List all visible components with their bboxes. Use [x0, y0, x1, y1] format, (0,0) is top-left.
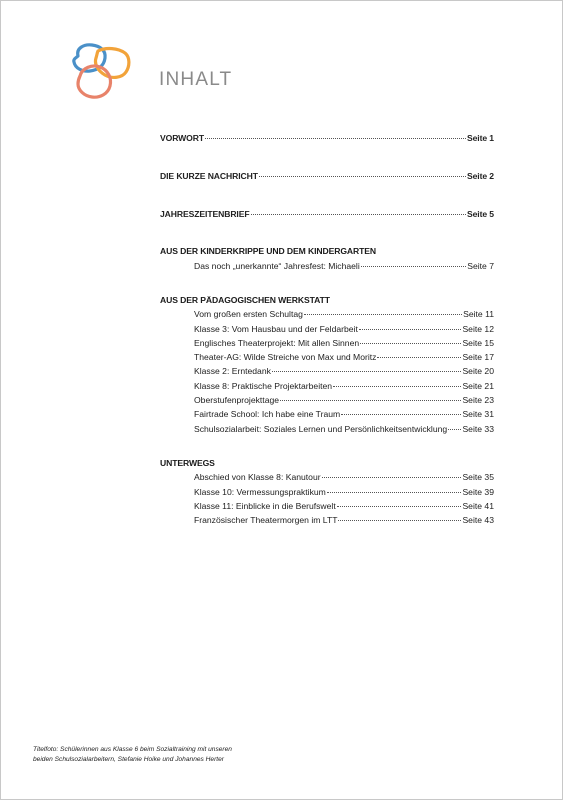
toc-entry-label: DIE KURZE NACHRICHT	[160, 170, 258, 181]
dot-leader	[205, 138, 466, 139]
toc-page-number: Seite 23	[462, 395, 494, 406]
toc-page-number: Seite 39	[462, 486, 494, 497]
toc-entry[interactable]	[194, 379, 494, 393]
caption-line: Titelfoto: Schülerinnen aus Klasse 6 beim Sozialtraining mit unseren	[33, 746, 232, 753]
toc-entry-label: Das noch „unerkannte“ Jahresfest: Michaeli	[194, 260, 360, 271]
toc-entry-label: Klasse 10: Vermessungspraktikum	[194, 486, 326, 497]
dot-leader	[272, 371, 462, 372]
toc-entry-label: Französischer Theatermorgen im LTT	[194, 515, 338, 526]
toc-entry-michaeli[interactable]	[194, 259, 494, 273]
toc-entry[interactable]	[194, 470, 494, 484]
toc-page-number: Seite 1	[466, 133, 494, 143]
toc-entry-label: Oberstufenprojekttage	[194, 395, 280, 406]
toc-section-kinderkrippe: AUS DER KINDERKRIPPE UND DEM KINDERGARTEN	[160, 246, 377, 257]
toc-page-number: Seite 33	[462, 423, 494, 434]
dot-leader	[338, 520, 461, 521]
toc-entry-jahreszeitenbrief[interactable]	[160, 207, 494, 221]
toc-entry[interactable]	[194, 350, 494, 364]
cover-photo-caption	[33, 745, 333, 765]
toc-entry-kurze-nachricht[interactable]	[160, 169, 494, 183]
dot-leader	[341, 414, 461, 415]
toc-entry-label: JAHRESZEITENBRIEF	[160, 208, 250, 219]
toc-page-number: Seite 2	[466, 170, 494, 181]
toc-entry-label: Klasse 3: Vom Hausbau und der Feldarbeit	[194, 323, 358, 334]
toc-page-number: Seite 35	[462, 472, 494, 483]
toc-entry[interactable]	[194, 485, 494, 499]
toc-entry-label: Klasse 8: Praktische Projektarbeiten	[194, 380, 333, 391]
toc-page-number: Seite 41	[462, 500, 494, 511]
school-logo-icon	[68, 42, 134, 102]
dot-leader	[448, 429, 461, 430]
toc-page-number: Seite 21	[462, 380, 494, 391]
toc-entry-label: Klasse 2: Erntedank	[194, 366, 271, 377]
toc-entry-label: Englisches Theaterprojekt: Mit allen Sinnen	[194, 337, 360, 348]
page-title: INHALT	[159, 69, 233, 90]
toc-page-number: Seite 11	[463, 309, 494, 320]
toc-page-number: Seite 20	[462, 366, 494, 377]
toc-entry[interactable]	[194, 499, 494, 513]
dot-leader	[251, 214, 466, 215]
toc-entry-label: Abschied von Klasse 8: Kanutour	[194, 472, 321, 483]
toc-page-number: Seite 17	[462, 352, 494, 363]
dot-leader	[337, 506, 462, 507]
toc-page-number: Seite 43	[462, 515, 494, 526]
dot-leader	[360, 343, 461, 344]
toc-entry-label: VORWORT	[160, 133, 205, 143]
toc-entry-label: Theater-AG: Wilde Streiche von Max und Moritz	[194, 352, 377, 363]
dot-leader	[259, 176, 466, 177]
dot-leader	[359, 329, 462, 330]
toc-entry[interactable]	[194, 393, 494, 407]
toc-entry-label: Schulsozialarbeit: Soziales Lernen und Persönlichkeitsentwicklung	[194, 423, 448, 434]
toc-entry-label: Klasse 11: Einblicke in die Berufswelt	[194, 500, 336, 511]
dot-leader	[322, 477, 462, 478]
toc-entry[interactable]	[194, 407, 494, 421]
dot-leader	[327, 492, 462, 493]
toc-entry[interactable]	[194, 336, 494, 350]
caption-line: beiden Schulsozialarbeitern, Stefanie Hoike und Johannes Herter	[33, 756, 224, 763]
toc-section-werkstatt: AUS DER PÄDAGOGISCHEN WERKSTATT	[160, 294, 330, 305]
dot-leader	[333, 386, 461, 387]
dot-leader	[361, 266, 466, 267]
dot-leader	[377, 357, 461, 358]
toc-entry-label: Vom großen ersten Schultag	[194, 309, 303, 320]
toc-page-number: Seite 31	[462, 409, 494, 420]
toc-entry-vorwort[interactable]	[160, 131, 494, 145]
toc-page-number: Seite 5	[466, 208, 494, 219]
dot-leader	[280, 400, 461, 401]
toc-page-number: Seite 15	[462, 337, 494, 348]
toc-entry[interactable]	[194, 322, 494, 336]
toc-page-number: Seite 7	[467, 260, 494, 271]
toc-entry[interactable]	[194, 513, 494, 527]
toc-page-number: Seite 12	[462, 323, 494, 334]
toc-section-unterwegs: UNTERWEGS	[160, 457, 215, 468]
toc-entry[interactable]	[194, 422, 494, 436]
toc-entry[interactable]	[194, 364, 494, 378]
toc-entry[interactable]	[194, 307, 494, 321]
dot-leader	[304, 314, 462, 315]
toc-entry-label: Fairtrade School: Ich habe eine Traum	[194, 409, 341, 420]
table-of-contents	[160, 131, 494, 527]
